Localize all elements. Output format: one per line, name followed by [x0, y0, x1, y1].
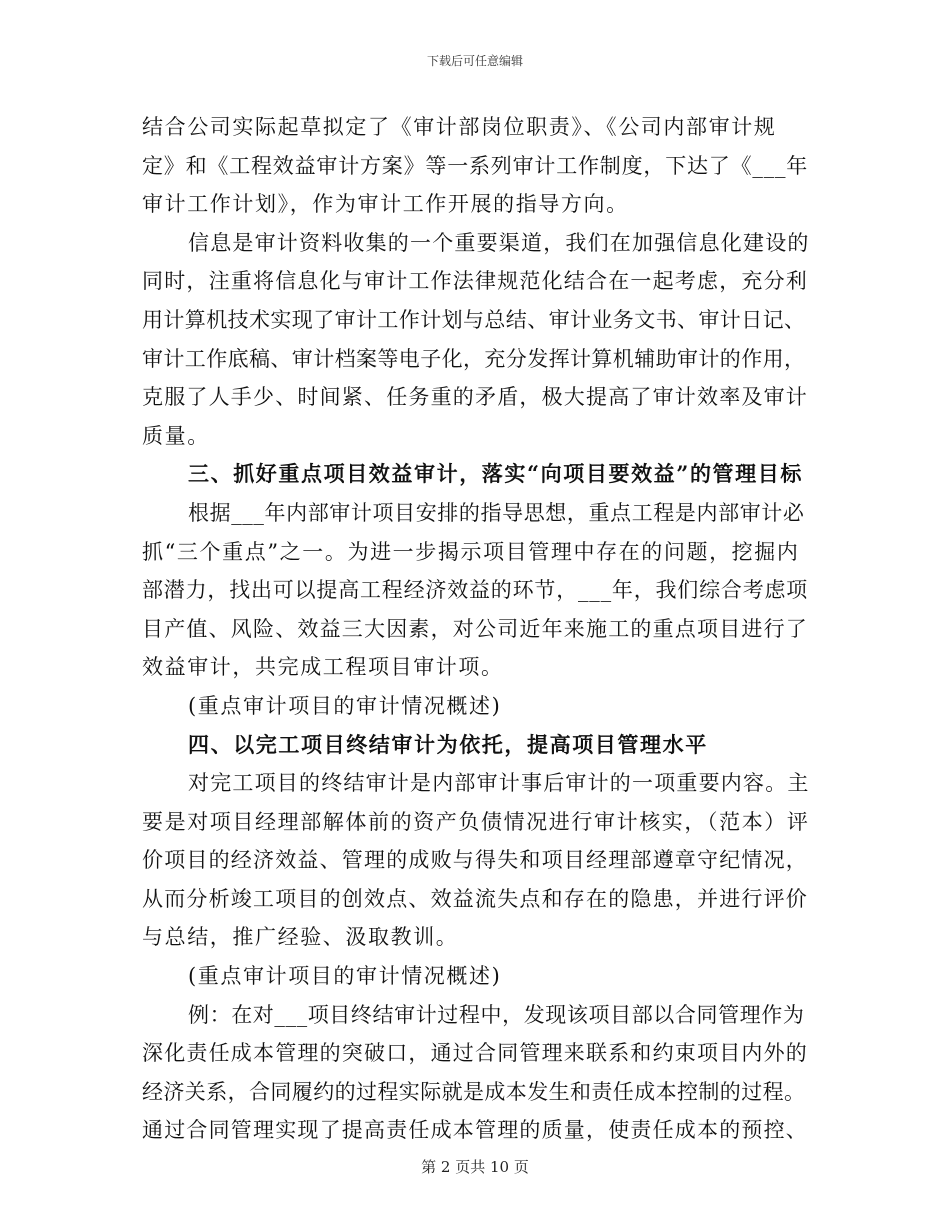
- text-line: 质量。: [142, 423, 210, 448]
- text-line: 与总结，推广经验、汲取教训。: [142, 925, 459, 950]
- text-line: 根据___年内部审计项目安排的指导思想，重点工程是内部审计必: [188, 500, 805, 525]
- text-line: 信息是审计资料收集的一个重要渠道，我们在加强信息化建设的: [188, 230, 810, 255]
- text-line: 部潜力，找出可以提高工程经济效益的环节，___年，我们综合考虑项: [142, 578, 809, 603]
- text-line: 审计工作底稿、审计档案等电子化，充分发挥计算机辅助审计的作用，: [142, 346, 806, 371]
- text-line: 经济关系，合同履约的过程实际就是成本发生和责任成本控制的过程。: [142, 1079, 806, 1104]
- text-line: 同时，注重将信息化与审计工作法律规范化结合在一起考虑，充分利: [142, 269, 808, 294]
- text-line: 结合公司实际起草拟定了《审计部岗位职责》、《公司内部审计规: [142, 115, 777, 139]
- text-line: 目产值、风险、效益三大因素，对公司近年来施工的重点项目进行了: [142, 616, 808, 641]
- text-line: 抓“三个重点”之一。为进一步揭示项目管理中存在的问题，挖掘内: [142, 539, 800, 564]
- text-line: 定》和《工程效益审计方案》等一系列审计工作制度，下达了《___年: [142, 153, 809, 178]
- page-header: 下载后可任意编辑: [426, 54, 523, 68]
- document-body: [142, 108, 810, 1150]
- text-line: 对完工项目的终结审计是内部审计事后审计的一项重要内容。主: [188, 771, 810, 796]
- text-line: 价项目的经济效益、管理的成败与得失和项目经理部遵章守纪情况，: [142, 848, 808, 873]
- section-heading: 三、抓好重点项目效益审计，落实“向项目要效益”的管理目标: [188, 461, 803, 487]
- text-line: 用计算机技术实现了审计工作计划与总结、审计业务文书、审计日记、: [142, 307, 806, 332]
- text-line: 要是对项目经理部解体前的资产负债情况进行审计核实，（范本）评: [142, 809, 810, 834]
- text-line: (重点审计项目的审计情况概述): [188, 964, 502, 989]
- text-line: 从而分析竣工项目的创效点、效益流失点和存在的隐患，并进行评价: [142, 886, 808, 911]
- text-line: 克服了人手少、时间紧、任务重的矛盾，极大提高了审计效率及审计: [142, 385, 808, 410]
- text-line: 深化责任成本管理的突破口，通过合同管理来联系和约束项目内外的: [142, 1041, 808, 1066]
- text-line: 审计工作计划》，作为审计工作开展的指导方向。: [142, 192, 629, 217]
- text-line: 效益审计，共完成工程项目审计项。: [142, 655, 504, 680]
- text-line: 通过合同管理实现了提高责任成本管理的质量，使责任成本的预控、: [142, 1118, 808, 1143]
- page-footer: 第 2 页共 10 页: [421, 1158, 529, 1176]
- text-line: 例：在对___项目终结审计过程中，发现该项目部以合同管理作为: [188, 1002, 805, 1027]
- text-line: (重点审计项目的审计情况概述): [188, 693, 502, 718]
- section-heading: 四、以完工项目终结审计为依托，提高项目管理水平: [188, 731, 708, 757]
